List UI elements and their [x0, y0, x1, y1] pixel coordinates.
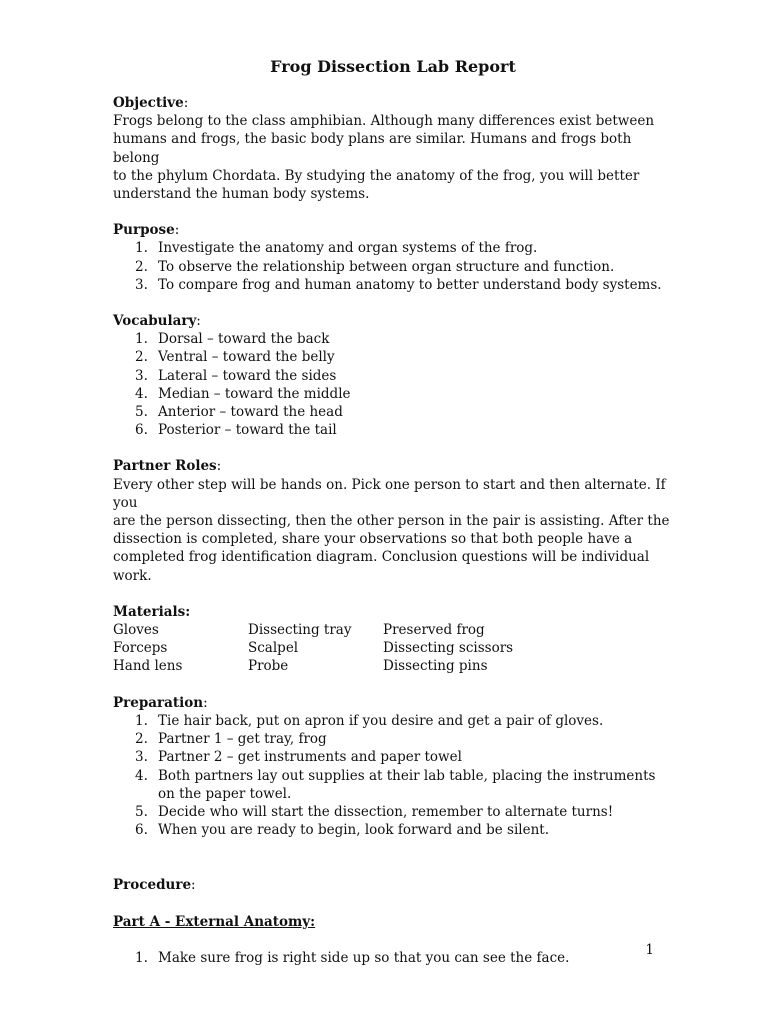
- list-text: Make sure frog is right side up so that you can see the face.: [158, 949, 570, 966]
- partner-roles-section: [113, 457, 673, 584]
- objective-line: humans and frogs, the basic body plans are similar. Humans and frogs both belong: [113, 131, 632, 166]
- material-item: Hand lens: [113, 658, 183, 675]
- material-item: Dissecting tray: [248, 622, 352, 639]
- list-number: 3.: [135, 276, 148, 293]
- procedure-list: [113, 949, 673, 967]
- material-item: Dissecting pins: [383, 658, 488, 675]
- document-title: Frog Dissection Lab Report: [270, 57, 516, 76]
- list-number: 5.: [135, 404, 148, 421]
- procedure-section: [113, 876, 673, 967]
- partner-roles-heading: Partner Roles:: [113, 458, 222, 475]
- partner-roles-paragraph: [113, 476, 673, 585]
- list-text: Decide who will start the dissection, remember to alternate turns!: [158, 803, 614, 820]
- list-text: Partner 1 – get tray, frog: [158, 731, 327, 748]
- list-item: [113, 258, 673, 276]
- list-item: [113, 712, 673, 730]
- material-item: Preserved frog: [383, 622, 485, 639]
- list-text: Both partners lay out supplies at their lab table, placing the instruments on the paper towel.: [158, 767, 656, 802]
- material-item: Dissecting scissors: [383, 640, 514, 657]
- list-item: [113, 239, 673, 257]
- list-number: 2.: [135, 731, 148, 748]
- list-text: Tie hair back, put on apron if you desire and get a pair of gloves.: [158, 712, 604, 729]
- list-item: [113, 748, 673, 766]
- purpose-heading: Purpose:: [113, 222, 180, 239]
- materials-heading: Materials:: [113, 603, 191, 620]
- list-number: 1.: [135, 712, 148, 729]
- list-item: [113, 367, 673, 385]
- objective-line: to the phylum Chordata. By studying the anatomy of the frog, you will better: [113, 167, 640, 184]
- objective-heading-text: Objective: [113, 95, 184, 111]
- partner-roles-line: Every other step will be hands on. Pick one person to start and then alternate. If you: [113, 476, 666, 511]
- objective-heading: Objective:: [113, 95, 189, 111]
- materials-section: [113, 603, 673, 676]
- list-item: [113, 821, 673, 839]
- procedure-heading-text: Procedure: [113, 877, 192, 894]
- objective-line: Frogs belong to the class amphibian. Although many differences exist between: [113, 113, 655, 130]
- material-item: Gloves: [113, 622, 159, 639]
- list-item: [113, 330, 673, 348]
- list-number: 4.: [135, 767, 148, 784]
- list-item: [113, 421, 673, 439]
- list-text: Partner 2 – get instruments and paper towel: [158, 749, 462, 766]
- list-text: Posterior – toward the tail: [158, 422, 337, 439]
- list-text: Dorsal – toward the back: [158, 331, 330, 348]
- list-item: [113, 949, 673, 967]
- preparation-section: [113, 694, 673, 840]
- material-item: Forceps: [113, 640, 168, 657]
- preparation-heading-text: Preparation: [113, 694, 204, 711]
- part-a-heading: Part A - External Anatomy:: [113, 913, 316, 930]
- list-text: Ventral – toward the belly: [158, 349, 335, 366]
- list-number: 6.: [135, 422, 148, 439]
- purpose-heading-text: Purpose: [113, 222, 175, 239]
- page-number: 1: [645, 942, 654, 958]
- list-item: [113, 385, 673, 403]
- list-number: 4.: [135, 385, 148, 402]
- document-page: [113, 57, 673, 967]
- objective-line: understand the human body systems.: [113, 186, 370, 203]
- list-item: [113, 348, 673, 366]
- preparation-list: [113, 712, 673, 839]
- list-number: 3.: [135, 367, 148, 384]
- list-text: Median – toward the middle: [158, 385, 351, 402]
- materials-grid: [113, 621, 673, 676]
- list-item: [113, 403, 673, 421]
- list-item: [113, 803, 673, 821]
- vocabulary-heading-text: Vocabulary: [113, 313, 197, 330]
- list-number: 3.: [135, 749, 148, 766]
- list-number: 1.: [135, 240, 148, 257]
- procedure-heading: Procedure:: [113, 877, 196, 894]
- partner-roles-heading-text: Partner Roles: [113, 458, 217, 475]
- vocabulary-section: [113, 312, 673, 439]
- list-item: [113, 730, 673, 748]
- list-text: When you are ready to begin, look forward and be silent.: [158, 822, 550, 839]
- list-number: 1.: [135, 949, 148, 966]
- list-text: Investigate the anatomy and organ systems of the frog.: [158, 240, 538, 257]
- list-number: 6.: [135, 822, 148, 839]
- objective-paragraph: [113, 112, 673, 203]
- list-text: To observe the relationship between organ structure and function.: [158, 258, 615, 275]
- partner-roles-line: completed frog identification diagram. Conclusion questions will be individual work.: [113, 549, 650, 584]
- partner-roles-line: are the person dissecting, then the other person in the pair is assisting. After the: [113, 513, 670, 530]
- list-item: [113, 276, 673, 294]
- list-text: Lateral – toward the sides: [158, 367, 337, 384]
- list-text: Anterior – toward the head: [158, 404, 343, 421]
- purpose-section: [113, 221, 673, 294]
- preparation-heading: Preparation:: [113, 694, 208, 711]
- list-number: 2.: [135, 258, 148, 275]
- vocabulary-heading: Vocabulary:: [113, 313, 201, 330]
- list-text: To compare frog and human anatomy to better understand body systems.: [158, 276, 662, 293]
- list-item: [113, 767, 673, 803]
- vocabulary-list: [113, 330, 673, 439]
- material-item: Probe: [248, 658, 289, 675]
- material-item: Scalpel: [248, 640, 299, 657]
- list-number: 1.: [135, 331, 148, 348]
- list-number: 2.: [135, 349, 148, 366]
- list-number: 5.: [135, 803, 148, 820]
- purpose-list: [113, 239, 673, 294]
- partner-roles-line: dissection is completed, share your observations so that both people have a: [113, 531, 633, 548]
- objective-section: [113, 94, 673, 203]
